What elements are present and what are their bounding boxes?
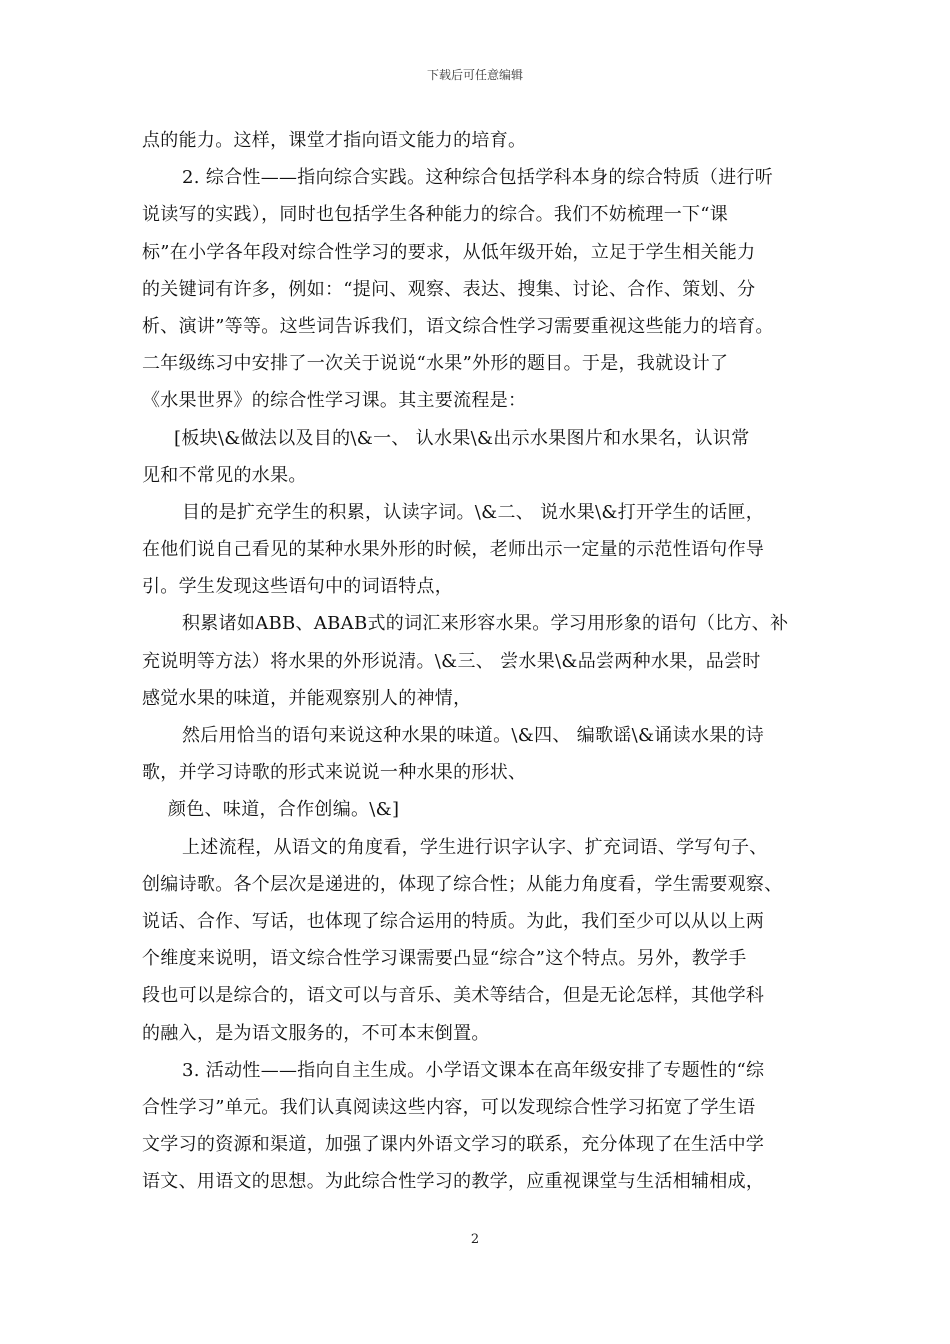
text-line: 的关键词有许多，例如：“提问、观察、表达、搜集、讨论、合作、策划、分 — [142, 278, 756, 300]
text-line: [板块\&做法以及目的\&一、 认水果\&出示水果图片和水果名，认识常 — [174, 427, 750, 449]
text-line: 标”在小学各年段对综合性学习的要求，从低年级开始，立足于学生相关能力 — [142, 241, 756, 263]
text-line: 语文、用语文的思想。为此综合性学习的教学，应重视课堂与生活相辅相成， — [142, 1171, 765, 1193]
text-line: 2. 综合性——指向综合实践。这种综合包括学科本身的综合特质（进行听 — [182, 167, 774, 189]
text-line: 积累诸如ABB、ABAB式的词汇来形容水果。学习用形象的语句（比方、补 — [182, 613, 789, 635]
text-line: 歌，并学习诗歌的形式来说说一种水果的形状、 — [142, 762, 527, 784]
text-line: 文学习的资源和渠道，加强了课内外语文学习的联系，充分体现了在生活中学 — [142, 1134, 765, 1156]
text-line: 说话、合作、写话，也体现了综合运用的特质。为此，我们至少可以从以上两 — [142, 910, 765, 932]
text-line: 析、演讲”等等。这些词告诉我们，语文综合性学习需要重视这些能力的培育。 — [142, 315, 774, 337]
text-line: 在他们说自己看见的某种水果外形的时候，老师出示一定量的示范性语句作导 — [142, 539, 765, 561]
text-line: 然后用恰当的语句来说这种水果的味道。\&四、 编歌谣\&诵读水果的诗 — [182, 725, 765, 746]
text-line: 二年级练习中安排了一次关于说说“水果”外形的题目。于是，我就设计了 — [142, 353, 729, 375]
text-line: 的融入，是为语文服务的，不可本末倒置。 — [142, 1022, 490, 1044]
text-line: 《水果世界》的综合性学习课。其主要流程是： — [142, 390, 527, 412]
text-line: 说读写的实践），同时也包括学生各种能力的综合。我们不妨梳理一下“课 — [142, 204, 729, 226]
text-line: 目的是扩充学生的积累，认读字词。\&二、 说水果\&打开学生的话匣， — [182, 501, 765, 523]
text-line: 上述流程，从语文的角度看，学生进行识字认字、扩充词语、学写句子、 — [182, 836, 768, 858]
page-number: 2 — [470, 1232, 480, 1247]
text-line: 3. 活动性——指向自主生成。小学语文课本在高年级安排了专题性的“综 — [182, 1059, 765, 1081]
text-line: 引。学生发现这些语句中的词语特点， — [142, 576, 454, 598]
page-header-note: 下载后可任意编辑 — [426, 68, 523, 82]
text-line: 合性学习”单元。我们认真阅读这些内容，可以发现综合性学习拓宽了学生语 — [142, 1096, 756, 1118]
document-body — [142, 122, 812, 1200]
text-line: 点的能力。这样，课堂才指向语文能力的培育。 — [142, 130, 527, 151]
text-line: 见和不常见的水果。 — [142, 464, 307, 486]
text-line: 充说明等方法）将水果的外形说清。\&三、 尝水果\&品尝两种水果，品尝时 — [142, 650, 761, 672]
text-line: 个维度来说明，语文综合性学习课需要凸显“综合”这个特点。另外，教学手 — [142, 948, 747, 970]
text-line: 感觉水果的味道，并能观察别人的神情， — [142, 687, 472, 709]
text-line: 创编诗歌。各个层次是递进的，体现了综合性；从能力角度看，学生需要观察、 — [142, 873, 783, 895]
text-line: 颜色、味道，合作创编。\&] — [168, 799, 400, 821]
text-line: 段也可以是综合的，语文可以与音乐、美术等结合，但是无论怎样，其他学科 — [142, 985, 765, 1007]
